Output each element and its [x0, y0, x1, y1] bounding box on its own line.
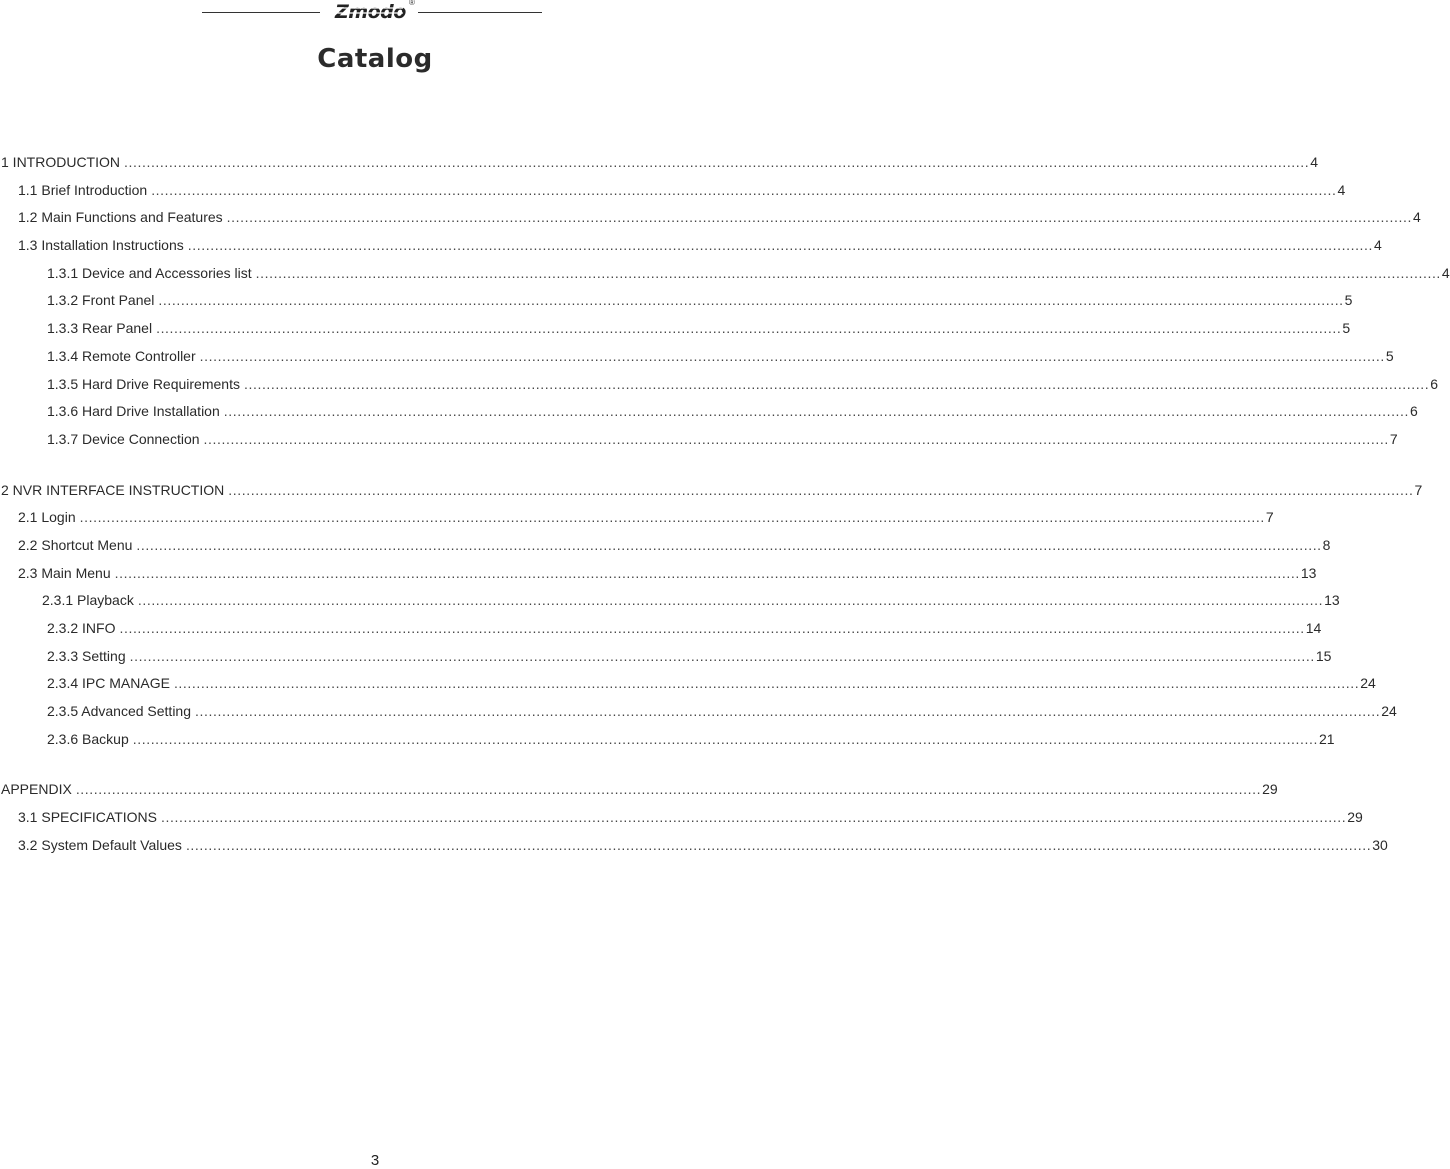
- toc-entry[interactable]: [0, 263, 1450, 291]
- toc-dot-leader: [130, 646, 1315, 666]
- toc-entry-label: 2.2 Shortcut Menu: [18, 536, 133, 553]
- toc-entry-page: 24: [1381, 703, 1397, 720]
- toc-entry-page: 15: [1315, 647, 1332, 664]
- toc-entry[interactable]: [0, 235, 1382, 263]
- toc-entry-page: 4: [1337, 181, 1346, 198]
- toc-dot-leader: [124, 152, 1309, 172]
- toc-entry-page: 4: [1412, 209, 1421, 226]
- toc-dot-leader: [188, 235, 1373, 255]
- toc-entry-label: 2.3.4 IPC MANAGE: [47, 675, 170, 692]
- toc-entry[interactable]: [0, 646, 1332, 674]
- page-header: [0, 0, 750, 30]
- toc-dot-leader: [158, 290, 1343, 310]
- toc-dot-leader: [204, 429, 1389, 449]
- toc-entry-label: 1 INTRODUCTION: [1, 154, 120, 170]
- toc-entry-page: 4: [1310, 154, 1319, 170]
- toc-dot-leader: [174, 673, 1359, 693]
- toc-dot-leader: [119, 618, 1304, 638]
- toc-dot-leader: [115, 563, 1300, 583]
- toc-entry-label: 1.3.4 Remote Controller: [47, 347, 196, 364]
- toc-entry-label: 3.1 SPECIFICATIONS: [18, 809, 157, 826]
- toc-dot-leader: [244, 374, 1429, 394]
- toc-dot-leader: [228, 480, 1413, 500]
- toc-entry-label: 1.3.1 Device and Accessories list: [47, 264, 252, 281]
- toc-dot-leader: [156, 318, 1341, 338]
- toc-dot-leader: [186, 835, 1371, 855]
- toc-entry-page: 7: [1389, 430, 1398, 447]
- toc-entry[interactable]: [0, 318, 1351, 346]
- toc-entry-label: 2.3.1 Playback: [42, 592, 134, 609]
- toc-entry[interactable]: [0, 480, 1423, 508]
- zmodo-logo-graphic: [333, 0, 415, 22]
- toc-entry-label: 2.3.6 Backup: [47, 730, 129, 747]
- toc-entry-label: 1.3.7 Device Connection: [47, 430, 200, 447]
- table-of-contents: [0, 152, 1450, 863]
- toc-dot-leader: [76, 779, 1261, 799]
- page-number: 3: [370, 1152, 380, 1169]
- toc-entry[interactable]: [0, 673, 1376, 701]
- toc-entry-page: 4: [1374, 237, 1382, 254]
- toc-entry-label: 1.3 Installation Instructions: [18, 237, 184, 254]
- toc-entry[interactable]: [0, 563, 1317, 591]
- toc-entry-label: 2.1 Login: [18, 509, 76, 526]
- toc-entry-label: 1.3.2 Front Panel: [47, 292, 155, 309]
- svg-text:Zmodo: Zmodo: [335, 1, 406, 23]
- toc-entry-label: APPENDIX: [1, 781, 72, 798]
- page-title: Catalog: [317, 44, 433, 74]
- toc-dot-leader: [227, 207, 1412, 227]
- toc-entry-page: 7: [1265, 509, 1274, 526]
- toc-entry-label: 2.3.5 Advanced Setting: [47, 703, 191, 720]
- toc-entry-page: 29: [1347, 809, 1363, 826]
- toc-dot-leader: [80, 507, 1265, 527]
- header-rule-left: [202, 12, 320, 13]
- toc-entry-label: 1.1 Brief Introduction: [18, 181, 148, 198]
- toc-entry-label: 2.3.2 INFO: [47, 620, 116, 636]
- toc-entry-page: 5: [1385, 347, 1394, 364]
- toc-entry-page: 21: [1319, 730, 1335, 747]
- toc-entry[interactable]: [0, 590, 1340, 618]
- toc-entry[interactable]: [0, 535, 1331, 563]
- toc-entry-page: 4: [1441, 264, 1450, 281]
- toc-entry-page: 24: [1360, 675, 1376, 692]
- toc-dot-leader: [161, 807, 1346, 827]
- toc-entry[interactable]: [0, 507, 1274, 535]
- zmodo-logo: [333, 0, 415, 22]
- toc-dot-leader: [200, 346, 1385, 366]
- toc-entry-label: 1.2 Main Functions and Features: [18, 209, 223, 226]
- toc-dot-leader: [195, 701, 1380, 721]
- toc-entry[interactable]: [0, 779, 1278, 807]
- toc-entry-label: 1.3.3 Rear Panel: [47, 320, 153, 337]
- toc-entry[interactable]: [0, 152, 1319, 180]
- toc-entry[interactable]: [0, 346, 1394, 374]
- header-rule-right: [418, 12, 542, 13]
- toc-entry-page: 6: [1430, 375, 1439, 392]
- toc-entry[interactable]: [0, 180, 1346, 208]
- toc-entry-page: 13: [1300, 564, 1317, 581]
- toc-dot-leader: [133, 729, 1318, 749]
- toc-entry-label: 2.3 Main Menu: [18, 564, 111, 581]
- toc-entry-label: 2.3.3 Setting: [47, 647, 126, 664]
- toc-entry[interactable]: [0, 207, 1421, 235]
- toc-entry-label: 1.3.5 Hard Drive Requirements: [47, 375, 240, 392]
- toc-section-gap: [0, 756, 752, 779]
- toc-entry[interactable]: [0, 807, 1363, 835]
- toc-entry[interactable]: [0, 701, 1397, 729]
- toc-entry[interactable]: [0, 729, 1335, 757]
- toc-entry[interactable]: [0, 835, 1388, 863]
- toc-entry-label: 2 NVR INTERFACE INSTRUCTION: [1, 481, 225, 498]
- toc-entry-page: 7: [1414, 481, 1423, 498]
- toc-entry-page: 13: [1324, 592, 1340, 609]
- registered-mark: ®: [409, 0, 415, 7]
- toc-entry[interactable]: [0, 618, 1322, 646]
- toc-dot-leader: [138, 590, 1323, 610]
- toc-dot-leader: [136, 535, 1321, 555]
- toc-entry[interactable]: [0, 290, 1353, 318]
- toc-entry-page: 5: [1344, 292, 1353, 309]
- toc-entry[interactable]: [0, 374, 1439, 402]
- toc-entry-page: 30: [1372, 836, 1388, 853]
- toc-entry-page: 29: [1262, 781, 1278, 798]
- toc-dot-leader: [256, 263, 1441, 283]
- toc-entry-page: 14: [1305, 620, 1322, 636]
- toc-section-gap: [0, 457, 752, 480]
- toc-entry[interactable]: [0, 401, 1418, 429]
- toc-entry-page: 5: [1342, 320, 1351, 337]
- toc-entry-page: 6: [1410, 403, 1418, 420]
- toc-entry-page: 8: [1322, 536, 1331, 553]
- toc-entry[interactable]: [0, 429, 1398, 457]
- toc-dot-leader: [151, 180, 1336, 200]
- toc-dot-leader: [224, 401, 1409, 421]
- toc-entry-label: 3.2 System Default Values: [18, 836, 182, 853]
- toc-entry-label: 1.3.6 Hard Drive Installation: [47, 403, 220, 420]
